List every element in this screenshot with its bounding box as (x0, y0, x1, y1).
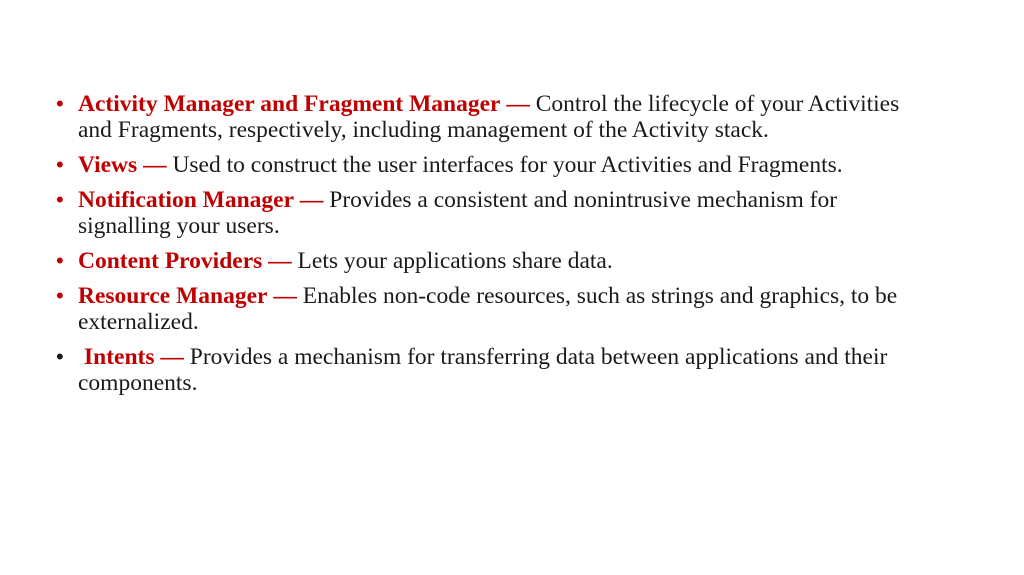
bullet-item-activity-manager (56, 91, 916, 143)
bullet-separator: — (160, 344, 190, 370)
bullet-separator: — (143, 152, 173, 178)
bullet-item-intents (56, 344, 916, 396)
bullet-dot-icon: • (56, 187, 64, 212)
bullet-dot-icon: • (56, 344, 64, 369)
bullet-dot-icon: • (56, 152, 64, 177)
bullet-term: Resource Manager (78, 283, 268, 309)
bullet-list (56, 91, 916, 405)
bullet-dot-icon: • (56, 91, 64, 116)
bullet-description: Control the lifecycle of your Activities and Fragments, respectively, including management of the Activity stack. (78, 91, 900, 143)
bullet-description: Lets your applications share data. (297, 248, 613, 274)
bullet-term: Content Providers (78, 248, 263, 274)
bullet-item-resource-manager (56, 283, 916, 335)
bullet-term: Views (78, 152, 138, 178)
bullet-separator: — (506, 91, 536, 117)
bullet-description: Used to construct the user interfaces for your Activities and Fragments. (172, 152, 843, 178)
bullet-term: Activity Manager and Fragment Manager (78, 91, 501, 117)
bullet-term: Notification Manager (78, 187, 295, 213)
bullet-item-notification-manager (56, 187, 916, 239)
bullet-dot-icon: • (56, 248, 64, 273)
bullet-item-views (56, 152, 916, 178)
bullet-description: Provides a mechanism for transferring data between applications and their components. (78, 344, 888, 396)
bullet-dot-icon: • (56, 283, 64, 308)
bullet-item-content-providers (56, 248, 916, 274)
bullet-separator: — (299, 187, 330, 213)
bullet-separator: — (268, 248, 298, 274)
bullet-term: Intents (84, 344, 155, 370)
bullet-description: Provides a consistent and nonintrusive mechanism for signalling your users. (78, 187, 838, 239)
bullet-description: Enables non-code resources, such as strings and graphics, to be externalized. (78, 283, 898, 335)
bullet-separator: — (273, 283, 303, 309)
